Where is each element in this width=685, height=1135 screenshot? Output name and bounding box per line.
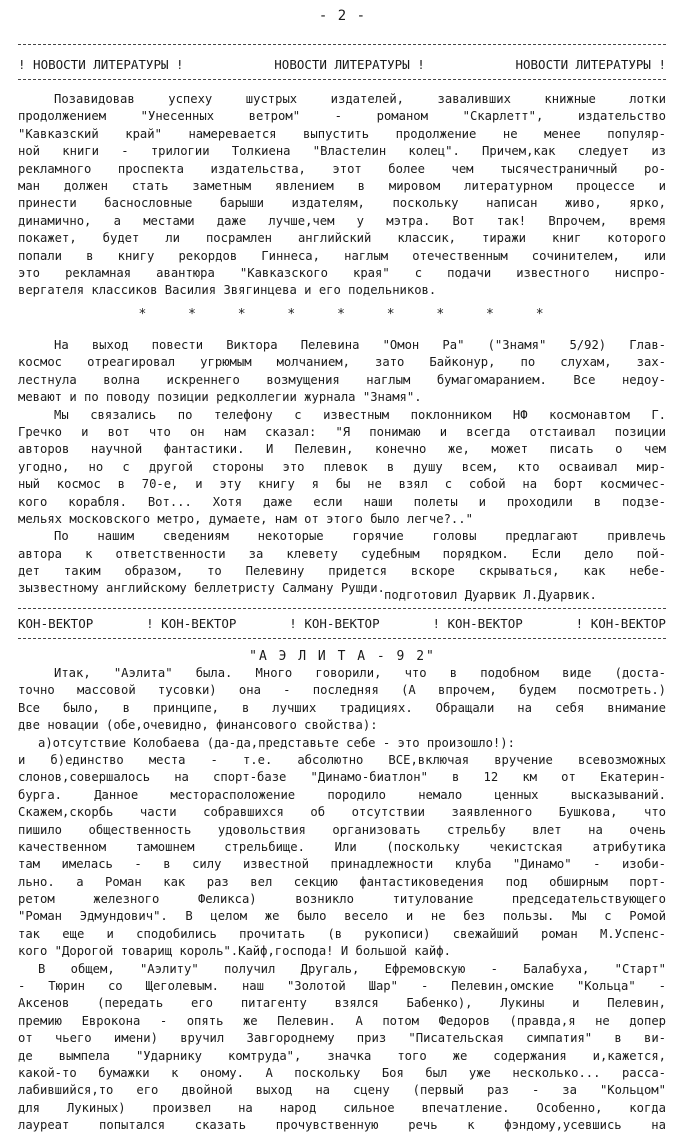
news-banner-item: НОВОСТИ ЛИТЕРАТУРЫ !: [274, 57, 425, 72]
text-line: Гречко и вот что он нам сказал: "Я понимаю и всегда отстаивал позиции: [18, 424, 666, 439]
text-line: Аксенов (передать его питагенту взялся Бабенко), Лукины и Пелевин,: [18, 996, 666, 1011]
text-line: лауреат попытался сказать прочувственную речь к фэндому,усевшись на: [18, 1118, 666, 1133]
text-line: Скажем,скорбь части собравшихся об отсутствии заявленного Бушкова, что: [18, 805, 666, 820]
text-line: лестнула волна искреннего возмущения наглым бумагомаранием. Все недоу-: [18, 372, 666, 387]
text-line: а)отсутствие Колобаева (да-да,представьте себе - это произошло!):: [38, 735, 515, 750]
news-banner: [18, 57, 666, 72]
article-text-3: [18, 665, 666, 1135]
text-line: авторов научной фантастики. И Пелевин, конечно же, может писать о чем: [18, 442, 666, 457]
divider: [18, 608, 666, 609]
text-line: угодно, но с другой стороны это плевок в душу всем, кто осваивал мир-: [18, 459, 666, 474]
text-line: кого корабля. Вот... Хотя даже если наши полеты и проходили в подзе-: [18, 494, 666, 509]
text-line: В общем, "Аэлиту" получил Другаль, Ефремовскую - Балабуха, "Старт": [38, 961, 666, 976]
text-line: динамично, а местами даже лучше,чем у мэтра. Вот так! Впрочем, время: [18, 213, 666, 228]
text-line: это рекламная авантюра "Кавказского края" с подачи известного ниспро-: [18, 265, 666, 280]
article-text-1: [18, 91, 666, 300]
signature: подготовил Дуарвик Л.Дуарвик.: [384, 588, 597, 602]
text-line: Мы связались по телефону с известным поклонником НФ космонавтом Г.: [54, 407, 666, 422]
text-line: мевают и по поводу позиции редколлегии журнала "Знамя".: [18, 390, 422, 405]
text-line: "Роман Эдмундович". В целом же было весело и не без пользы. Мы с Ромой: [18, 909, 666, 924]
text-line: две новации (обе,очевидно, финансового свойства):: [18, 718, 378, 733]
text-line: премию Еврокона - опять же Пелевин. А потом Федоров (правда,я не допер: [18, 1013, 666, 1028]
text-line: "Кавказский край" намеревается выпустить продолжение не менее популяр-: [18, 126, 666, 141]
con-banner-item: ! КОН-ВЕКТОР: [146, 616, 237, 631]
text-line: попали в книгу рекордов Гиннеса, наглым отечественным сочинителем, или: [18, 248, 666, 263]
news-banner-item: НОВОСТИ ЛИТЕРАТУРЫ !: [515, 57, 666, 72]
text-line: лабившийся,то его двойной выход на сцену (первый раз - за "Кольцом": [18, 1083, 666, 1098]
page-number: - 2 -: [318, 8, 367, 24]
text-line: для Лукиных) произвел на народ сильное впечатление. Особенно, когда: [18, 1100, 666, 1115]
text-line: де вымпела "Ударнику комтруда", значка того же содержания и,кажется,: [18, 1048, 666, 1063]
text-line: какой-то бумажки к оному. А поскольку Боя был уже несколько... расса-: [18, 1065, 666, 1080]
text-line: На выход повести Виктора Пелевина "Омон Ра" ("Знамя" 5/92) Глав-: [54, 338, 666, 352]
text-line: Позавидовав успеху шустрых издателей, заваливших книжные лотки: [54, 92, 666, 106]
section-title: "А Э Л И Т А - 9 2": [249, 649, 436, 664]
text-line: там имелась - в силу известной принадлежности клуба "Динамо" - изоби-: [18, 857, 666, 872]
text-line: бурга. Данное месторасположение породило немало ценных высказываний.: [18, 787, 666, 802]
text-line: рекламного проспекта издательства, этот более чем тысячестраничный ро-: [18, 161, 666, 176]
text-line: ной книги - трилогии Толкиена "Властелин колец". Причем,как следует из: [18, 144, 666, 159]
divider: [18, 638, 666, 639]
divider: [18, 79, 666, 80]
text-line: продолжением "Унесенных ветром" - романом "Скарлетт", издательство: [18, 109, 666, 124]
text-line: Итак, "Аэлита" была. Много говорили, что в подобном виде (доста-: [54, 666, 666, 680]
text-line: По нашим сведениям некоторые горячие головы предлагают привлечь: [54, 529, 666, 544]
con-banner-item: ! КОН-ВЕКТОР: [575, 616, 666, 631]
text-line: точно массовой тусовки) она - последняя (А впрочем, будем посмотреть.): [18, 683, 666, 698]
text-line: Все было, в принципе, в лучших традициях. Обращали на себя внимание: [18, 700, 666, 715]
text-line: ретом железного Феликса) возникло титулование председательствующего: [18, 892, 666, 907]
text-line: космос отреагировал угрюмым молчанием, зато Байконур, по слухам, зах-: [18, 355, 666, 370]
text-line: от чьего имени) вручил Завгороднему приз "Писательская симпатия" в ви-: [18, 1031, 666, 1046]
con-banner-item: ! КОН-ВЕКТОР: [289, 616, 380, 631]
separator-stars: * * * * * * * * *: [138, 307, 547, 322]
text-line: кого "Дорогой товарищ король".Кайф,господа! И большой кайф.: [18, 944, 451, 959]
text-line: пишило общественность удовольствия организовать стрельбу влет на очень: [18, 822, 666, 837]
text-line: принести баснословные барыши издателям, поскольку написан живо, ярко,: [18, 196, 666, 211]
text-line: ман должен стать заметным явлением в мировом литературном процессе и: [18, 178, 666, 193]
text-line: автора к ответственности за клевету судебным порядком. Если дело пой-: [18, 546, 666, 561]
text-line: ный космос в 70-е, и эту книгу я бы не взял с собой на борт космичес-: [18, 477, 666, 492]
con-banner-item: КОН-ВЕКТОР: [18, 616, 94, 631]
divider: [18, 44, 666, 45]
text-line: покажет, будет ли посрамлен английский классик, тиражи книг которого: [18, 231, 666, 246]
text-line: вергателя классиков Василия Звягинцева и его подельников.: [18, 283, 437, 298]
text-line: и б)единство места - т.е. абсолютно ВСЕ,включая вручение всевозможных: [18, 752, 666, 767]
text-line: мельях московского метро, думаете, нам от этого было легче?..": [18, 511, 473, 526]
text-line: качественном тамошнем стрельбище. Или (поскольку чекистская атрибутика: [18, 839, 666, 854]
con-banner-item: ! КОН-ВЕКТОР: [432, 616, 523, 631]
text-line: льно. а Роман как раз вел секцию фантастиковедения под обширным порт-: [18, 874, 666, 889]
text-line: так еще и сподобились прочитать (в рукописи) свежайший роман М.Успенс-: [18, 926, 666, 941]
text-line: - Тюрин со Щеголевым. наш "Золотой Шар" - Пелевин,омские "Кольца" -: [18, 979, 666, 994]
text-line: слонов,совершалось на спорт-базе "Динамо-биатлон" в 12 км от Екатерин-: [18, 770, 666, 785]
news-banner-item: ! НОВОСТИ ЛИТЕРАТУРЫ !: [18, 57, 184, 72]
con-banner: [18, 616, 666, 631]
text-line: зызвестному английскому беллетристу Салману Рушди.: [18, 581, 385, 596]
text-line: дет таким образом, то Пелевину придется вскоре скрываться, как небе-: [18, 564, 666, 579]
article-text-2: [18, 337, 666, 598]
